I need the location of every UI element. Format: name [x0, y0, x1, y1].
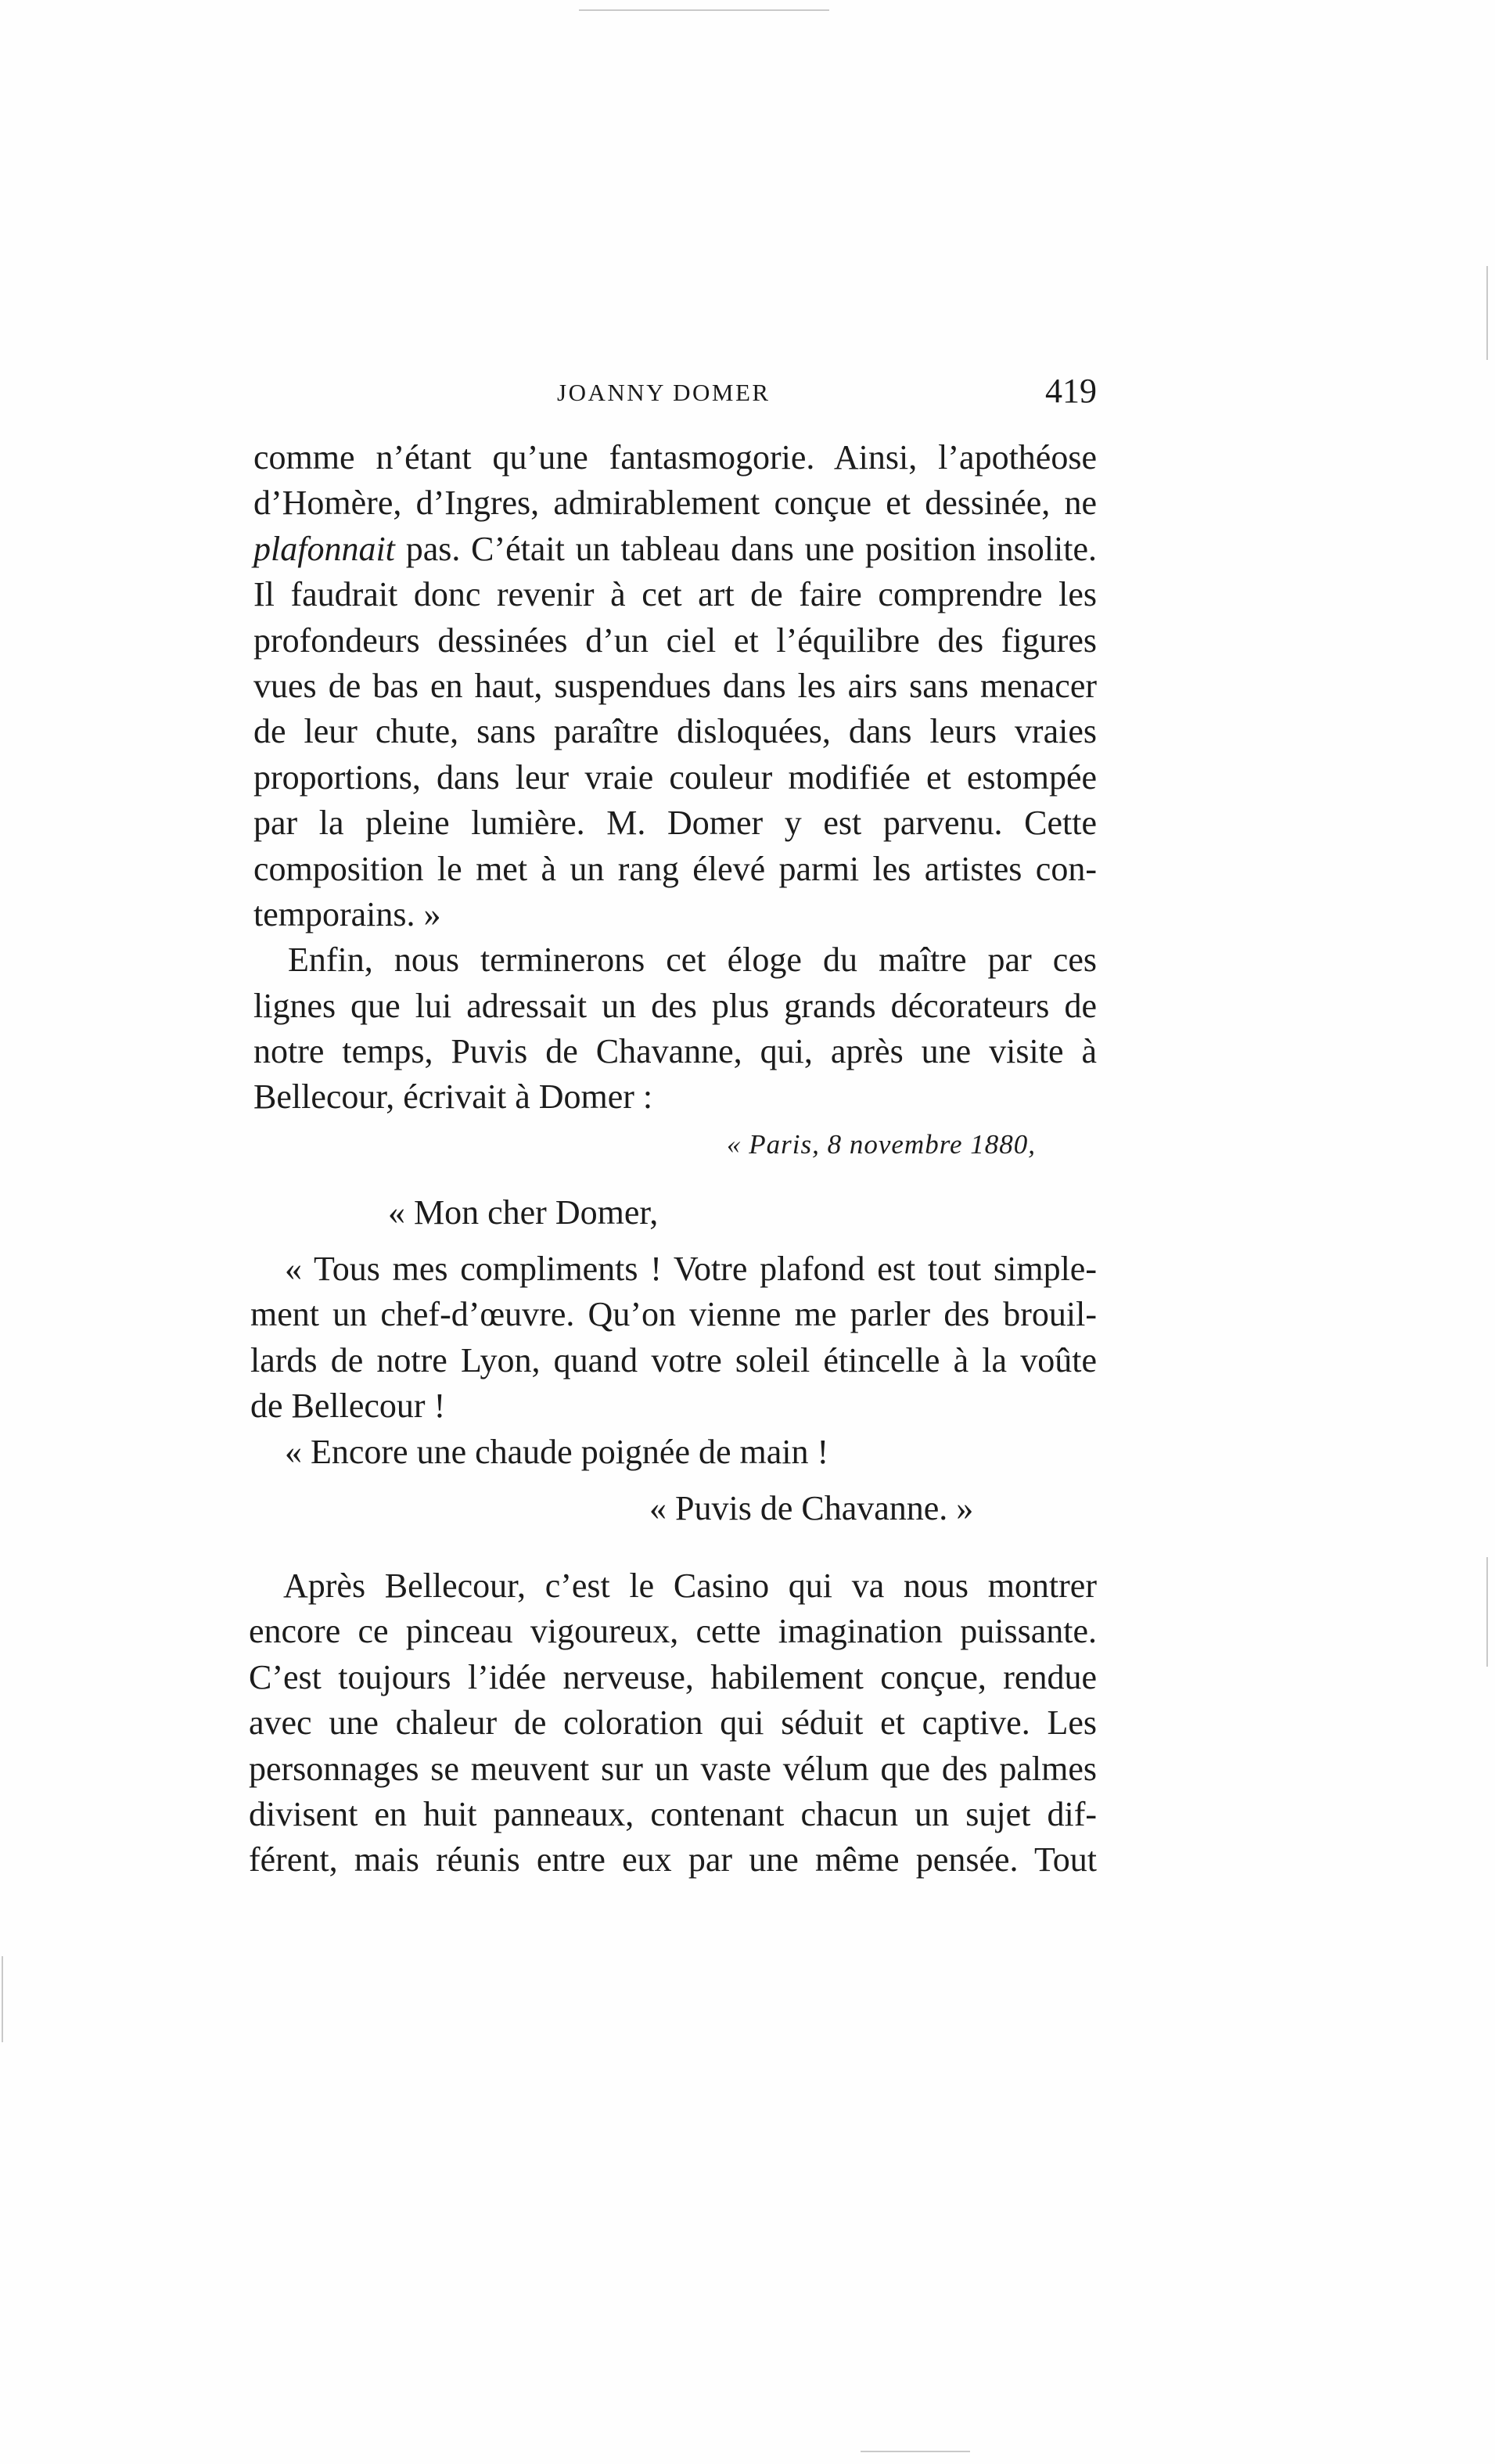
- letter-salutation: « Mon cher Domer,: [388, 1193, 659, 1232]
- text-line: [253, 527, 1097, 572]
- scan-edge-top: [579, 9, 829, 11]
- text-line: férent, mais réunis entre eux par une même pensée. Tout: [249, 1840, 1097, 1879]
- text-line: lards de notre Lyon, quand votre soleil étincelle à la voûte: [250, 1340, 1097, 1379]
- text-line: « Tous mes compliments ! Votre plafond est tout simple-: [285, 1250, 1097, 1288]
- text-line: Il faudrait donc revenir à cet art de faire comprendre les: [253, 575, 1097, 614]
- text-line: profondeurs dessinées d’un ciel et l’équilibre des figures: [253, 620, 1097, 660]
- scan-edge-right-lower: [1486, 1557, 1488, 1667]
- text-line: comme n’étant qu’une fantasmogorie. Ainsi, l’apothéose: [253, 438, 1097, 477]
- scan-edge-right: [1486, 266, 1488, 360]
- italic-word: plafonnait: [253, 529, 395, 568]
- running-title: JOANNY DOMER: [557, 379, 771, 406]
- text-line: composition le met à un rang élevé parmi les artistes con-: [253, 849, 1097, 888]
- scan-edge-left: [2, 1956, 3, 2042]
- text-line: C’est toujours l’idée nerveuse, habilement conçue, rendue: [249, 1657, 1097, 1696]
- text-line: de Bellecour !: [250, 1387, 446, 1426]
- text-line: Après Bellecour, c’est le Casino qui va nous montrer: [283, 1567, 1097, 1605]
- text-line: divisent en huit panneaux, contenant chacun un sujet dif-: [249, 1794, 1097, 1833]
- text-line: de leur chute, sans paraître disloquées, dans leurs vraies: [253, 712, 1097, 751]
- text-line: proportions, dans leur vraie couleur modifiée et estompée: [253, 757, 1097, 797]
- scan-edge-bottom: [861, 2451, 970, 2452]
- text-line: d’Homère, d’Ingres, admirablement conçue et dessinée, ne: [253, 484, 1097, 523]
- letter-dateline: « Paris, 8 novembre 1880,: [727, 1129, 1037, 1160]
- text-line: Enfin, nous terminerons cet éloge du maître par ces: [288, 941, 1097, 980]
- text-line: Bellecour, écrivait à Domer :: [253, 1077, 653, 1117]
- text-line: lignes que lui adressait un des plus grands décorateurs de: [253, 986, 1097, 1025]
- text-line: ment un chef-d’œuvre. Qu’on vienne me parler des brouil-: [250, 1295, 1097, 1334]
- text-line: vues de bas en haut, suspendues dans les airs sans menacer: [253, 666, 1097, 705]
- text-line: notre temps, Puvis de Chavanne, qui, après une visite à: [253, 1032, 1097, 1071]
- letter-signature: « Puvis de Chavanne. »: [649, 1489, 974, 1527]
- text-line: encore ce pinceau vigoureux, cette imagination puissante.: [249, 1612, 1097, 1651]
- body-text-bottom: [249, 1563, 1097, 1883]
- text-line: personnages se meuvent sur un vaste vélum que des palmes: [249, 1749, 1097, 1788]
- text-line: temporains. »: [253, 894, 441, 933]
- text-line: avec une chaleur de coloration qui séduit et captive. Les: [249, 1703, 1097, 1743]
- page-number: 419: [1045, 372, 1097, 410]
- text-line: par la pleine lumière. M. Domer y est parvenu. Cette: [253, 804, 1097, 843]
- letter-body: [250, 1246, 1097, 1475]
- text-line-rest: pas. C’était un tableau dans une position insolite.: [405, 529, 1098, 568]
- body-text-top: [253, 435, 1097, 1120]
- running-head: [253, 371, 1097, 418]
- text-line: « Encore une chaude poignée de main !: [285, 1432, 829, 1471]
